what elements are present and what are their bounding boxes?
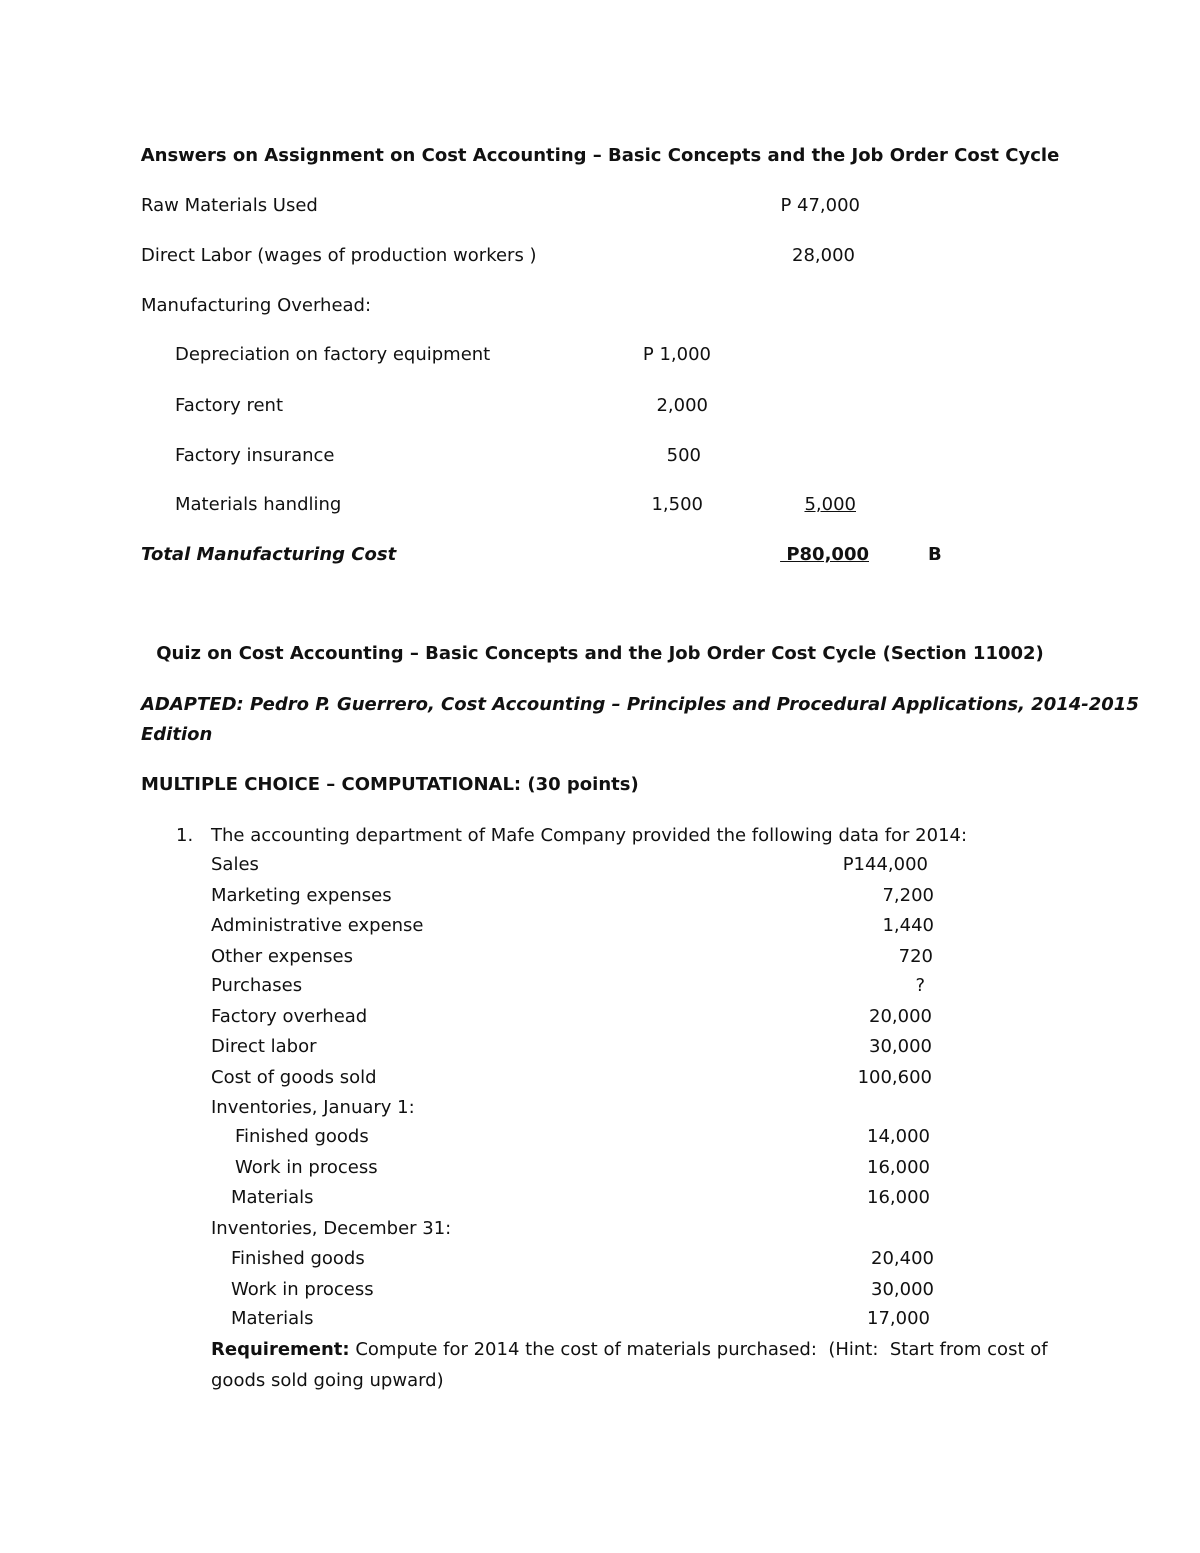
data-row-label: Other expenses: [211, 946, 353, 967]
requirement-line: [211, 1339, 1048, 1361]
overhead-item-amount: 1,500: [651, 494, 703, 515]
data-row-label: Factory overhead: [211, 1006, 368, 1027]
data-row-label: Finished goods: [231, 1248, 365, 1269]
total-manufacturing-cost-amount: P80,000: [780, 544, 869, 565]
data-row-label: Work in process: [235, 1157, 378, 1178]
answers-title: Answers on Assignment on Cost Accounting – Basic Concepts and the Job Order Cost Cycle: [140, 145, 1060, 166]
raw-materials-label: Raw Materials Used: [141, 195, 318, 216]
overhead-item-label: Depreciation on factory equipment: [175, 344, 491, 365]
data-row-label: Administrative expense: [211, 915, 424, 936]
section-heading: MULTIPLE CHOICE – COMPUTATIONAL: (30 points): [141, 774, 639, 795]
data-row-label: Materials: [231, 1308, 314, 1329]
overhead-total-amount: 5,000: [804, 494, 856, 515]
data-row-amount: 20,400: [871, 1248, 934, 1269]
adapted-source-line2: Edition: [141, 724, 213, 745]
requirement-text: Compute for 2014 the cost of materials purchased: (Hint: Start from cost of: [349, 1339, 1048, 1360]
data-row-label: Work in process: [231, 1279, 374, 1300]
question-number: 1.: [176, 825, 194, 846]
data-row-amount: 7,200: [882, 885, 934, 906]
data-row-amount: 20,000: [869, 1006, 932, 1027]
direct-labor-amount: 28,000: [792, 245, 855, 266]
data-row-amount: 30,000: [871, 1279, 934, 1300]
data-row-amount: 1,440: [882, 915, 934, 936]
requirement-line2: goods sold going upward): [211, 1370, 444, 1391]
data-row-amount: 16,000: [867, 1187, 930, 1208]
data-row-label: Purchases: [211, 975, 303, 996]
data-row-label: Inventories, January 1:: [211, 1097, 415, 1118]
data-row-amount: 30,000: [869, 1036, 932, 1057]
overhead-item-label: Factory insurance: [175, 445, 335, 466]
data-row-amount: 17,000: [867, 1308, 930, 1329]
overhead-item-amount: 500: [666, 445, 701, 466]
requirement-label: Requirement:: [211, 1339, 350, 1360]
data-row-amount: 720: [898, 946, 933, 967]
adapted-source-line1: ADAPTED: Pedro P. Guerrero, Cost Accounting – Principles and Procedural Applications, 2014-2015: [141, 694, 1139, 715]
data-row-label: Cost of goods sold: [211, 1067, 377, 1088]
data-row-amount: 14,000: [867, 1126, 930, 1147]
quiz-title: Quiz on Cost Accounting – Basic Concepts and the Job Order Cost Cycle (Section 11002): [156, 643, 1044, 664]
data-row-amount: 100,600: [857, 1067, 932, 1088]
data-row-label: Direct labor: [211, 1036, 317, 1057]
overhead-item-amount: P 1,000: [642, 344, 711, 365]
question-text: The accounting department of Mafe Company provided the following data for 2014:: [211, 825, 968, 846]
data-row-amount: 16,000: [867, 1157, 930, 1178]
overhead-item-label: Materials handling: [175, 494, 342, 515]
direct-labor-label: Direct Labor (wages of production workers ): [141, 245, 537, 266]
overhead-item-amount: 2,000: [656, 395, 708, 416]
answer-choice: B: [928, 544, 942, 565]
total-manufacturing-cost-label: Total Manufacturing Cost: [141, 544, 397, 565]
data-row-label: Sales: [211, 854, 259, 875]
raw-materials-amount: P 47,000: [780, 195, 860, 216]
overhead-item-label: Factory rent: [175, 395, 284, 416]
data-row-label: Finished goods: [235, 1126, 369, 1147]
data-row-amount: ?: [915, 975, 925, 996]
data-row-amount: P144,000: [842, 854, 928, 875]
data-row-label: Inventories, December 31:: [211, 1218, 452, 1239]
data-row-label: Marketing expenses: [211, 885, 392, 906]
overhead-label: Manufacturing Overhead:: [141, 295, 372, 316]
data-row-label: Materials: [231, 1187, 314, 1208]
